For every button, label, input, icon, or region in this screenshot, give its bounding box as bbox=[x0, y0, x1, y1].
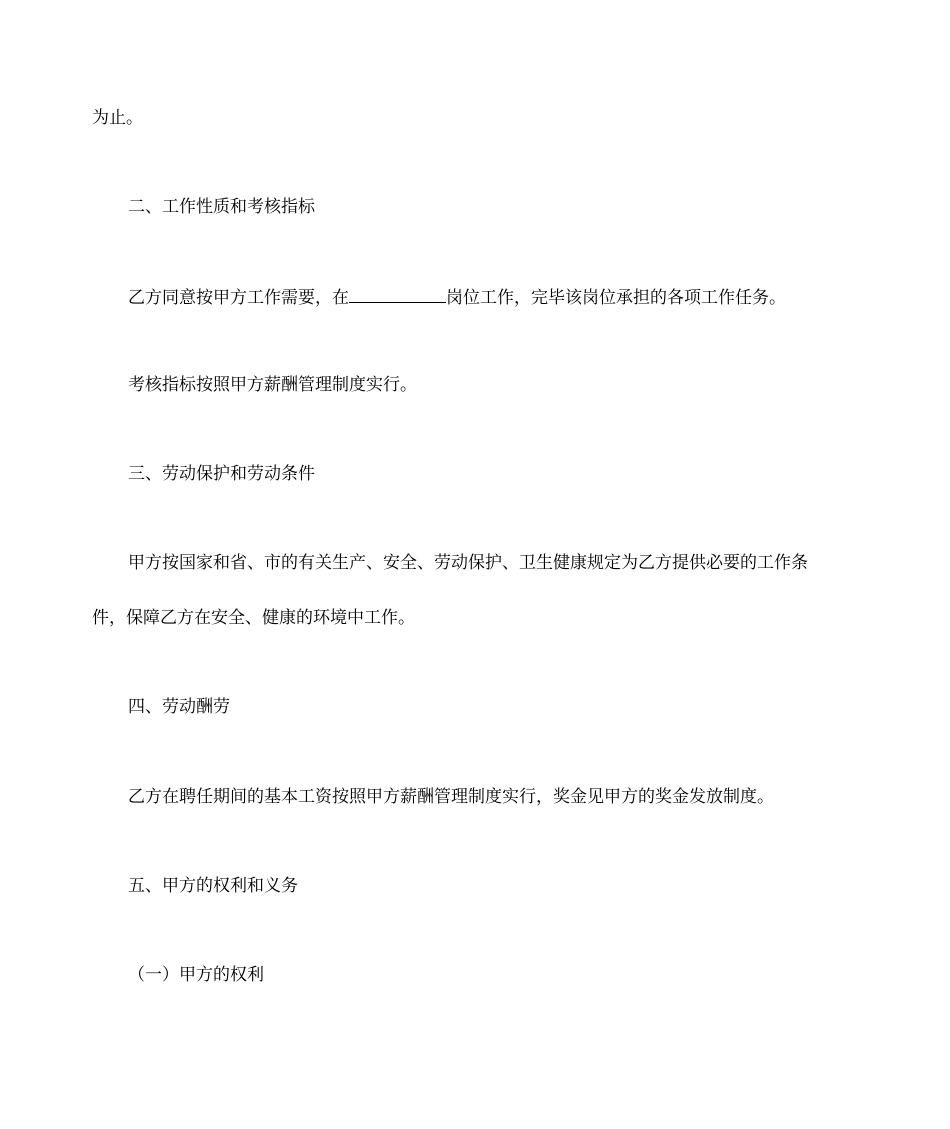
subsection-heading-1: （一）甲方的权利 bbox=[128, 965, 264, 985]
section-heading-3: 三、劳动保护和劳动条件 bbox=[128, 464, 315, 484]
paragraph-conditions-line1: 甲方按国家和省、市的有关生产、安全、劳动保护、卫生健康规定为乙方提供必要的工作条 bbox=[128, 553, 808, 573]
paragraph-conditions-line2: 件，保障乙方在安全、健康的环境中工作。 bbox=[92, 608, 415, 628]
paragraph-salary: 乙方在聘任期间的基本工资按照甲方薪酬管理制度实行，奖金见甲方的奖金发放制度。 bbox=[128, 787, 774, 807]
section-heading-4: 四、劳动酬劳 bbox=[128, 697, 230, 717]
section-heading-5: 五、甲方的权利和义务 bbox=[128, 876, 298, 896]
paragraph-assessment: 考核指标按照甲方薪酬管理制度实行。 bbox=[128, 375, 417, 395]
position-blank-field bbox=[349, 284, 446, 303]
paragraph-position-before: 乙方同意按甲方工作需要，在 bbox=[128, 288, 349, 308]
text-line-continuation: 为止。 bbox=[92, 108, 143, 128]
paragraph-position-after: 岗位工作，完毕该岗位承担的各项工作任务。 bbox=[446, 288, 786, 308]
section-heading-2: 二、工作性质和考核指标 bbox=[128, 197, 315, 217]
paragraph-position bbox=[128, 284, 786, 310]
